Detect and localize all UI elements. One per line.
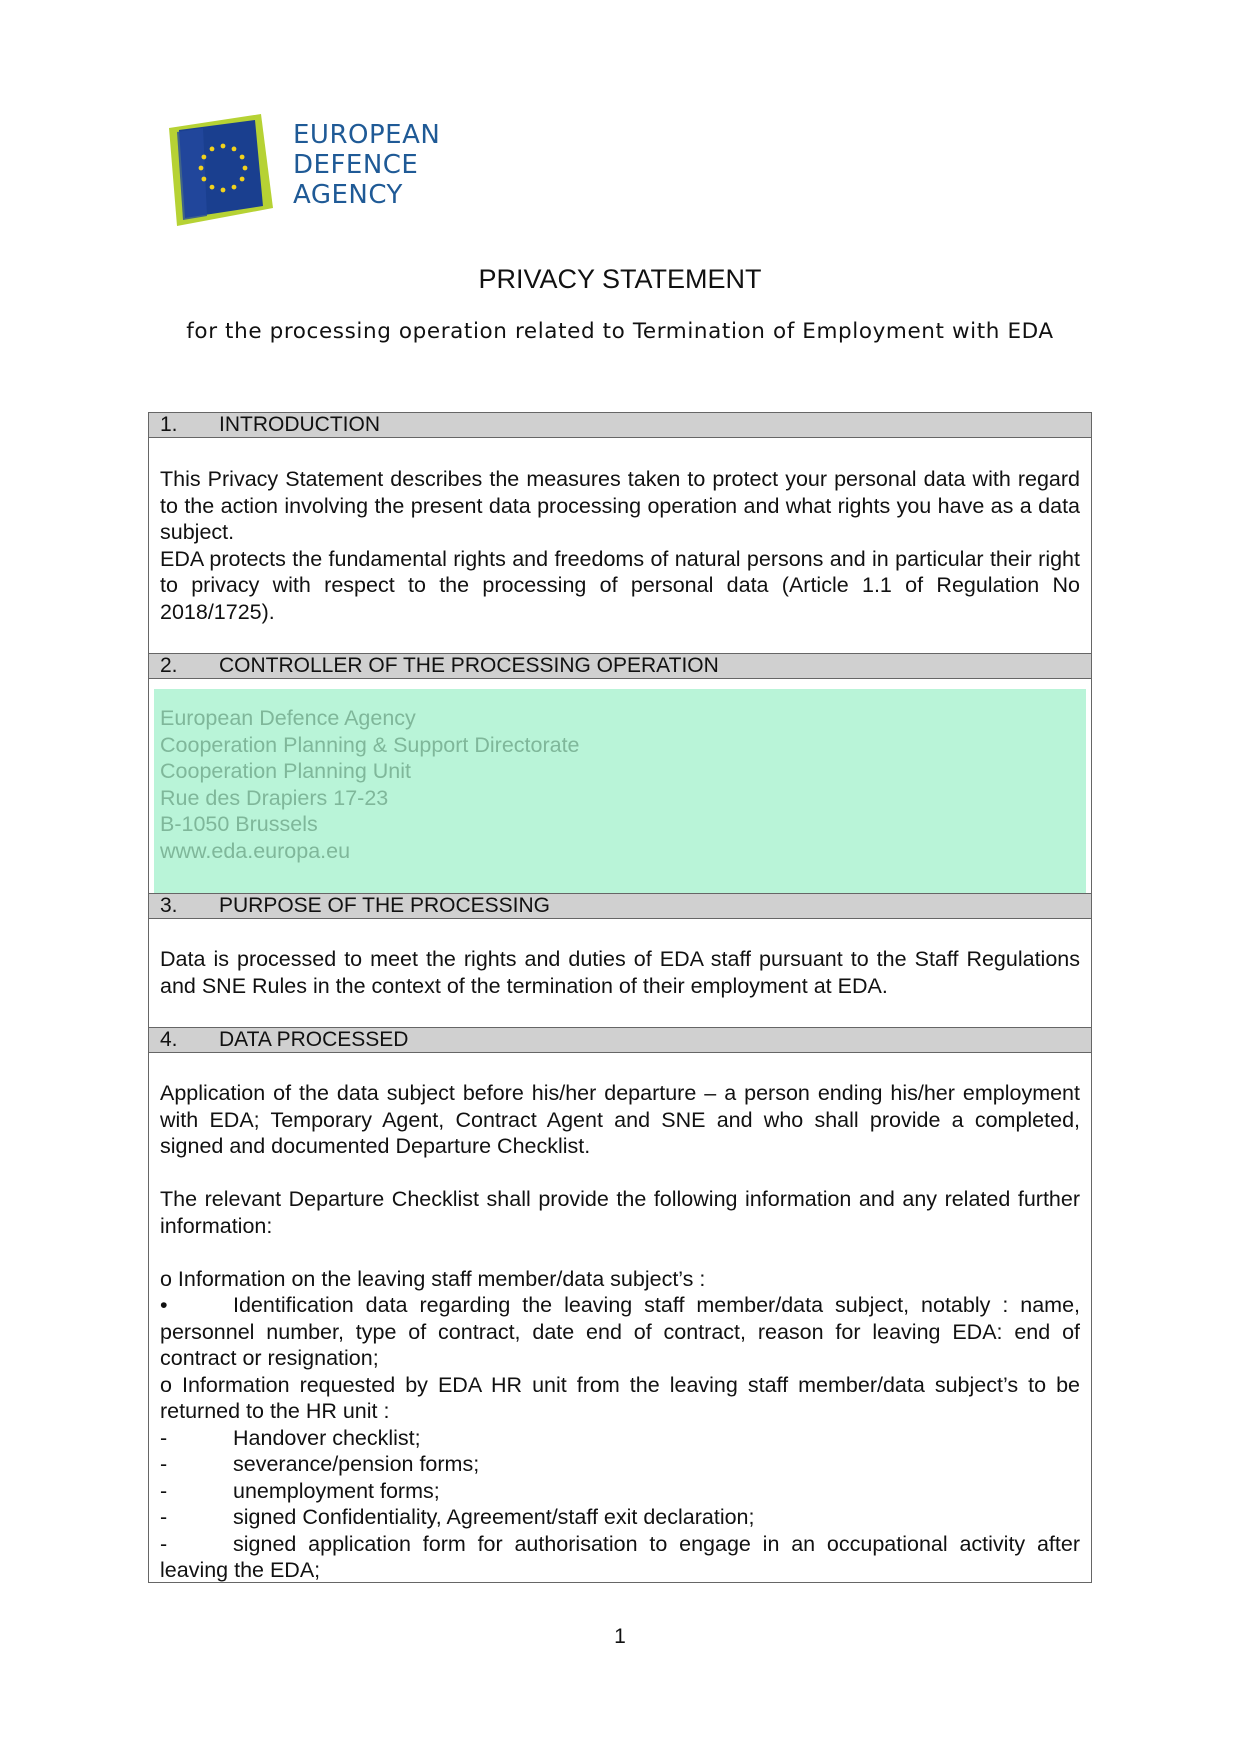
- page-title: PRIVACY STATEMENT: [478, 264, 762, 294]
- purpose-paragraph: Data is processed to meet the rights and duties of EDA staff pursuant to the Staff Regulations and SNE Rules in the context of the termination of their employment at EDA.: [160, 947, 1080, 998]
- controller-line: Cooperation Planning & Support Directorate: [160, 732, 580, 757]
- dash-item: [160, 1425, 1080, 1452]
- controller-website-link[interactable]: www.eda.europa.eu: [160, 838, 351, 863]
- dash-mark: -: [160, 1531, 168, 1556]
- info-heading: o Information on the leaving staff member/data subject’s :: [160, 1266, 706, 1291]
- dash-mark: -: [160, 1478, 168, 1503]
- star-icon: [240, 177, 245, 182]
- data-paragraph: Application of the data subject before his/her departure – a person ending his/her employment with EDA; Temporary Agent, Contract Agent and SNE and who shall provide a completed, signed and documented Departure Checklist.: [160, 1081, 1080, 1158]
- page-subtitle: for the processing operation related to Termination of Employment with EDA: [186, 319, 1054, 344]
- eu-flag-emblem-icon: [163, 108, 283, 233]
- controller-line: Rue des Drapiers 17-23: [160, 785, 389, 810]
- eda-logo: [163, 108, 453, 238]
- dash-item: [160, 1451, 1080, 1478]
- bullet-text: Identification data regarding the leaving staff member/data subject, notably : name, personnel number, type of contract, date end of contract, reason for leaving EDA: end of contract or resignation;: [160, 1293, 1080, 1370]
- logo-wordmark: EUROPEAN DEFENCE AGENCY: [293, 120, 441, 210]
- star-icon: [210, 185, 215, 190]
- privacy-statement-table: [148, 412, 1092, 1583]
- section-number: 2.: [160, 654, 178, 677]
- section-number: 4.: [160, 1028, 178, 1051]
- purpose-body: [160, 946, 1080, 999]
- star-icon: [210, 147, 215, 152]
- star-icon: [232, 185, 237, 190]
- section-3-header: [149, 893, 1091, 919]
- section-4-header: [149, 1027, 1091, 1053]
- dash-item-text: unemployment forms;: [233, 1478, 440, 1503]
- dash-mark: -: [160, 1505, 168, 1529]
- dash-item-text: signed Confidentiality, Agreement/staff exit declaration;: [233, 1505, 755, 1529]
- dash-mark: -: [160, 1452, 168, 1476]
- bullet-item: [160, 1292, 1080, 1372]
- star-icon: [202, 155, 207, 160]
- controller-line: European Defence Agency: [160, 706, 416, 730]
- data-processed-body: [160, 1080, 1080, 1584]
- star-icon: [221, 188, 226, 193]
- section-number: 3.: [160, 894, 178, 917]
- controller-line: Cooperation Planning Unit: [160, 759, 411, 783]
- controller-line: B-1050 Brussels: [160, 812, 318, 836]
- requested-heading: o Information requested by EDA HR unit from the leaving staff member/data subject’s to be returned to the HR unit :: [160, 1372, 1080, 1423]
- section-title: DATA PROCESSED: [219, 1028, 409, 1051]
- bullet-mark: •: [160, 1293, 168, 1317]
- dash-item: [160, 1478, 1080, 1505]
- section-title: INTRODUCTION: [219, 413, 380, 436]
- introduction-body: [160, 466, 1080, 625]
- section-1-header: [149, 412, 1091, 438]
- section-title: PURPOSE OF THE PROCESSING: [219, 894, 551, 917]
- star-icon: [243, 166, 248, 171]
- dash-item-text: severance/pension forms;: [233, 1452, 480, 1476]
- controller-address: [160, 705, 1060, 864]
- section-title: CONTROLLER OF THE PROCESSING OPERATION: [219, 654, 719, 677]
- introduction-paragraph: This Privacy Statement describes the measures taken to protect your personal data with regard to the action involving the present data processing operation and what rights you have as a data subject.: [160, 467, 1080, 544]
- dash-item-text: Handover checklist;: [233, 1425, 421, 1450]
- star-icon: [221, 144, 226, 149]
- star-icon: [240, 155, 245, 160]
- dash-item: [160, 1504, 1080, 1531]
- star-icon: [232, 147, 237, 152]
- data-paragraph: The relevant Departure Checklist shall provide the following information and any related further information:: [160, 1187, 1080, 1238]
- dash-item: [160, 1531, 1080, 1584]
- star-icon: [199, 166, 204, 171]
- dash-item-text: signed application form for authorisation to engage in an occupational activity after leaving the EDA;: [160, 1531, 1080, 1582]
- page-number: 1: [614, 1625, 626, 1648]
- introduction-paragraph: EDA protects the fundamental rights and freedoms of natural persons and in particular their right to privacy with respect to the processing of personal data (Article 1.1 of Regulation No 2018/1725).: [160, 546, 1080, 624]
- section-2-header: [149, 653, 1091, 679]
- section-number: 1.: [160, 413, 178, 436]
- star-icon: [202, 177, 207, 182]
- dash-mark: -: [160, 1425, 168, 1450]
